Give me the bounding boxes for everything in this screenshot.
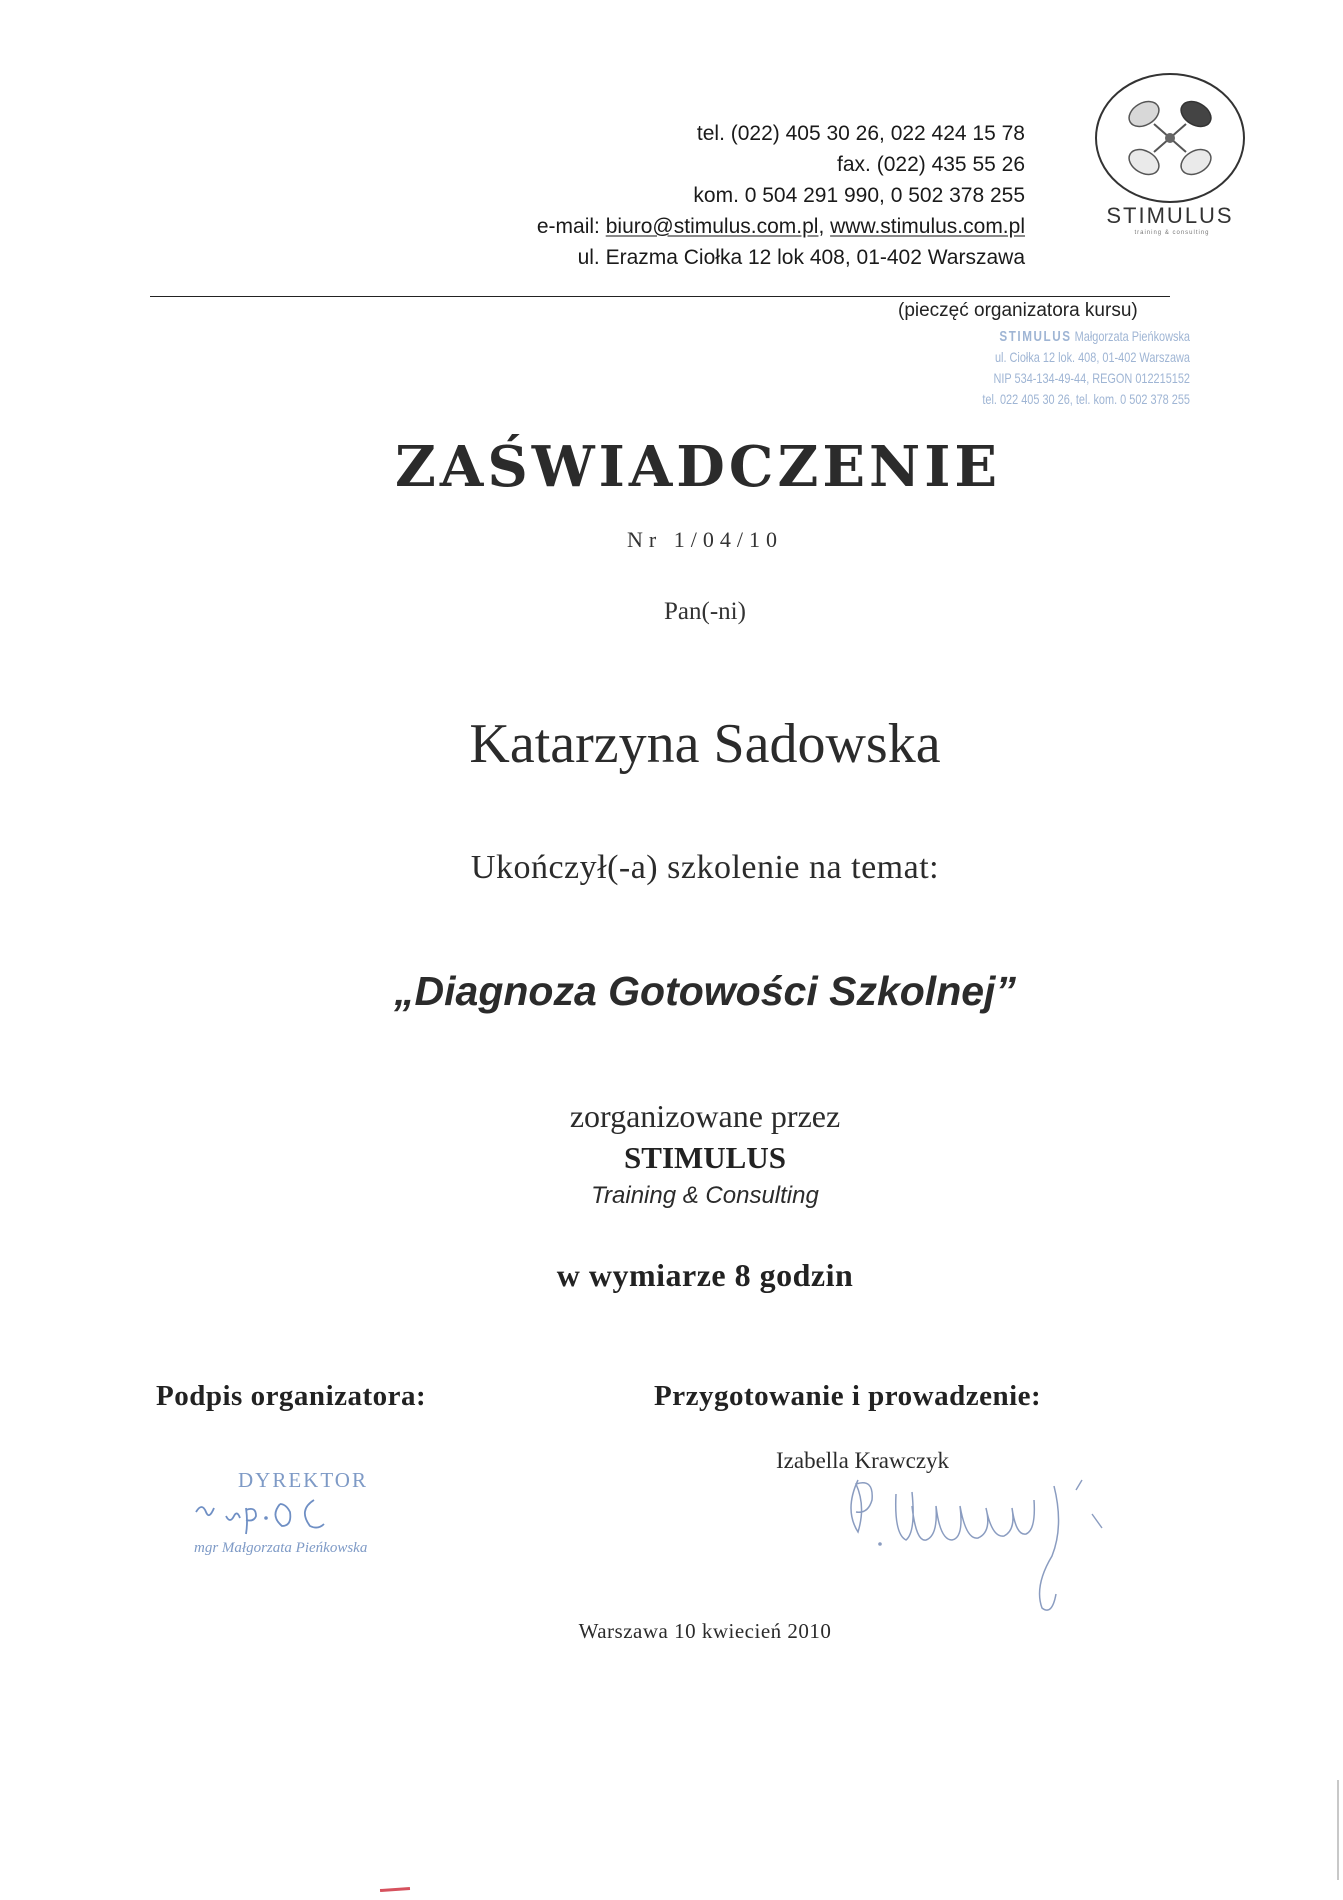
- director-signature-icon: [190, 1488, 360, 1540]
- website-link[interactable]: www.stimulus.com.pl: [830, 215, 1025, 238]
- trainer-name: Izabella Krawczyk: [776, 1448, 950, 1473]
- organizer-name: STIMULUS: [624, 1140, 786, 1175]
- email-link[interactable]: biuro@stimulus.com.pl: [605, 215, 819, 238]
- email-line: [537, 211, 1025, 242]
- organizer-signature-label: Podpis organizatora:: [156, 1380, 427, 1412]
- stamp-line-3: NIP 534-134-49-44, REGON 012215152: [993, 370, 1190, 386]
- director-name: mgr Małgorzata Pieńkowska: [194, 1540, 368, 1556]
- scan-edge: [1337, 1780, 1339, 1880]
- stamp-line-4: tel. 022 405 30 26, tel. kom. 0 502 378 255: [982, 391, 1190, 407]
- header-divider: [150, 296, 1170, 297]
- course-title: „Diagnoza Gotowości Szkolnej”: [394, 968, 1016, 1014]
- certificate-number: Nr 1/04/10: [627, 527, 783, 552]
- stamp-line-1: [940, 326, 1190, 347]
- email-label: e-mail:: [536, 215, 606, 238]
- logo-tagline: training & consulting: [1134, 230, 1210, 236]
- logo-wordmark: STIMULUS: [1106, 203, 1234, 228]
- stamp-line-2: ul. Ciołka 12 lok. 408, 01-402 Warszawa: [994, 349, 1190, 365]
- trainer-signature-label: Przygotowanie i prowadzenie:: [654, 1380, 1042, 1412]
- completion-statement: Ukończył(-a) szkolenie na temat:: [470, 849, 940, 886]
- salutation: Pan(-ni): [664, 598, 746, 625]
- stamp-owner: Małgorzata Pieńkowska: [1071, 328, 1190, 344]
- certificate-title: ZAŚWIADCZENIE: [395, 434, 1002, 500]
- organized-by-label: zorganizowane przez: [569, 1098, 841, 1134]
- course-duration: w wymiarze 8 godzin: [556, 1257, 854, 1293]
- stamp-caption: (pieczęć organizatora kursu): [898, 300, 1138, 321]
- contact-block: [537, 118, 1025, 273]
- stamp-brand: STIMULUS: [999, 328, 1072, 345]
- organizer-stamp: [870, 326, 1190, 410]
- mobile-line: kom. 0 504 291 990, 0 502 378 255: [693, 184, 1025, 207]
- director-stamp-title: DYREKTOR: [238, 1468, 368, 1492]
- address-line: ul. Erazma Ciołka 12 lok 408, 01-402 Warszawa: [577, 246, 1025, 269]
- organizer-tagline: Training & Consulting: [591, 1182, 819, 1209]
- email-separator: ,: [818, 215, 831, 238]
- fax-line: fax. (022) 435 55 26: [837, 153, 1025, 176]
- place-and-date: Warszawa 10 kwiecień 2010: [578, 1619, 832, 1643]
- scan-mark: [380, 1887, 410, 1892]
- recipient-name: Katarzyna Sadowska: [469, 713, 941, 775]
- trainer-signature-icon: [840, 1470, 1140, 1630]
- phone-line: tel. (022) 405 30 26, 022 424 15 78: [696, 122, 1025, 145]
